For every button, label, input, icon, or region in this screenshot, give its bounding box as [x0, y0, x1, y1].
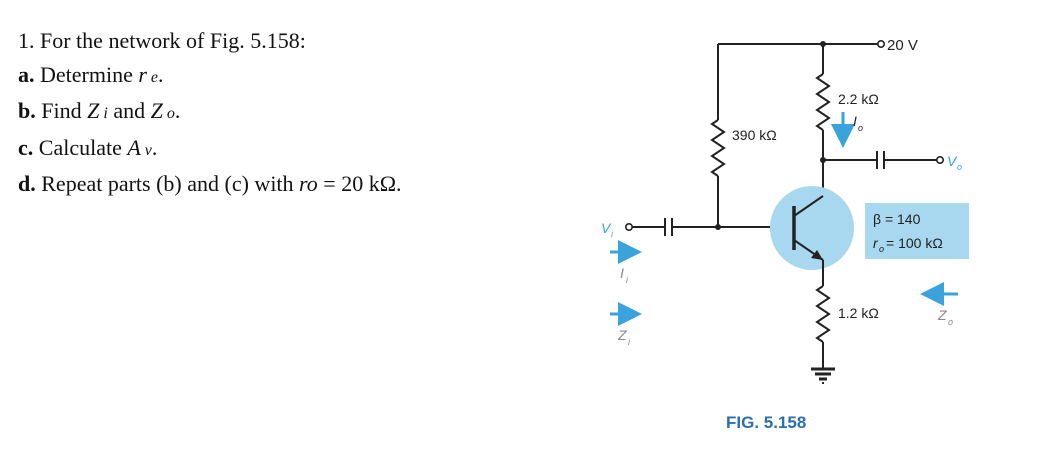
vi-subscript: i	[611, 229, 613, 239]
part-b-text: Find	[41, 98, 88, 123]
vi-terminal	[626, 224, 632, 230]
io-label: I	[853, 113, 857, 129]
vo-subscript: o	[957, 162, 963, 172]
part-b-zi-sub: i	[99, 105, 108, 122]
rc-resistor	[817, 74, 829, 130]
part-c-letter: c.	[18, 134, 34, 160]
problem-title: 1. For the network of Fig. 5.158:	[18, 28, 306, 53]
rb-resistor	[712, 120, 724, 176]
part-d-symbol: ro	[299, 171, 318, 196]
rb-label: 390 kΩ	[732, 127, 777, 143]
re-label: 1.2 kΩ	[838, 305, 879, 321]
supply-terminal	[878, 41, 884, 47]
part-b-end: .	[174, 98, 181, 123]
part-c-symbol: A	[127, 134, 141, 160]
beta-param: β = 140	[873, 211, 921, 227]
part-a-symbol: r	[138, 61, 147, 87]
part-c-subscript: v	[140, 141, 152, 159]
part-a-end: .	[158, 61, 164, 87]
part-d-text: Repeat parts (b) and (c) with	[41, 171, 300, 196]
part-a-letter: a.	[18, 61, 35, 87]
part-c-end: .	[151, 134, 158, 160]
supply-label: 20 V	[887, 37, 918, 54]
ii-subscript: i	[626, 275, 628, 285]
vi-label: V	[601, 220, 611, 236]
vo-terminal	[937, 157, 943, 163]
io-subscript: o	[858, 123, 864, 133]
vo-label: V	[947, 153, 957, 169]
part-d-end: = 20 kΩ.	[317, 171, 402, 196]
re-resistor	[817, 286, 829, 342]
zi-label: Z	[618, 327, 627, 343]
zi-subscript: i	[628, 337, 630, 347]
ro-param-value: = 100 kΩ	[886, 235, 943, 251]
part-a-subscript: e	[146, 68, 159, 86]
figure-caption: FIG. 5.158	[726, 413, 807, 432]
part-b-zo: Z	[150, 98, 163, 123]
base-junction	[715, 224, 721, 230]
part-b-zo-sub: o	[162, 105, 175, 122]
zo-subscript: o	[948, 317, 954, 327]
part-b-zi: Z	[87, 98, 100, 123]
zo-label: Z	[938, 307, 947, 323]
part-d-letter: d.	[18, 171, 36, 196]
part-b-and: and	[107, 98, 151, 123]
ii-label: I	[620, 265, 624, 281]
ro-param-symbol: r	[873, 235, 878, 251]
ro-param-subscript: o	[879, 244, 885, 254]
part-c-text: Calculate	[38, 134, 128, 160]
rc-label: 2.2 kΩ	[838, 91, 879, 107]
part-a-text: Determine	[40, 61, 139, 87]
part-b-letter: b.	[18, 98, 36, 123]
